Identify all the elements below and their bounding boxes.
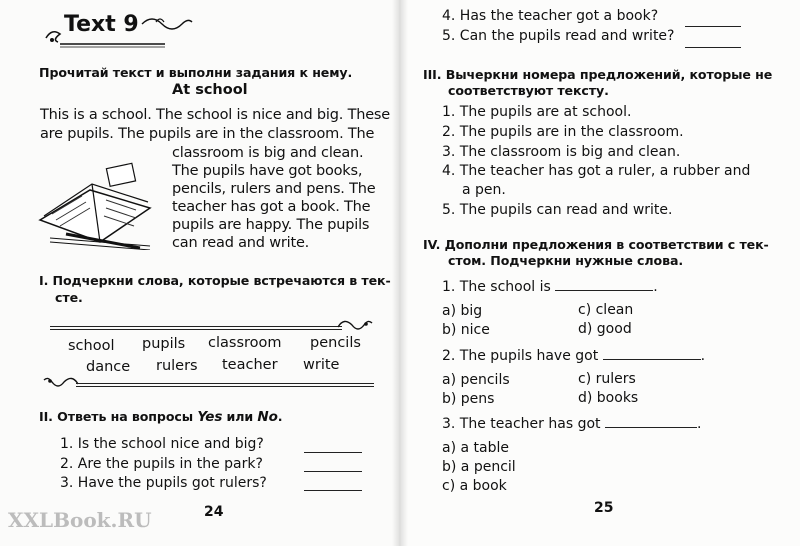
question-5: 5. Can the pupils read and write? bbox=[442, 28, 675, 44]
open-book-illustration bbox=[30, 150, 170, 250]
fill-sentence-2: 2. The pupils have got . bbox=[442, 348, 706, 364]
option-a[interactable]: a) big bbox=[442, 303, 483, 319]
story-line: are pupils. The pupils are in the classroom. The bbox=[40, 126, 375, 142]
fill-sentence-3-text: 3. The teacher has got bbox=[442, 416, 601, 432]
instruction-text: Прочитай текст и выполни задания к нему. bbox=[39, 65, 353, 80]
story-line: pupils are happy. The pupils bbox=[172, 217, 370, 233]
word-pupils[interactable]: pupils bbox=[142, 336, 186, 352]
sentence-1[interactable]: 1. The pupils are at school. bbox=[442, 104, 632, 120]
watermark: XXLBook.RU bbox=[8, 508, 152, 532]
option-c[interactable]: c) rulers bbox=[578, 371, 636, 387]
word-teacher[interactable]: teacher bbox=[222, 357, 278, 373]
task2-no: No bbox=[257, 409, 278, 425]
task4-heading: IV. Дополни предложения в соответствии с тек- bbox=[423, 237, 769, 252]
divider-line bbox=[76, 383, 374, 384]
page-title: Text 9 bbox=[64, 12, 139, 37]
word-pencils[interactable]: pencils bbox=[310, 335, 361, 351]
task3-heading-cont: соответствуют тексту. bbox=[448, 83, 609, 98]
fill-blank-3[interactable] bbox=[605, 427, 697, 428]
task3-heading: III. Вычеркни номера предложений, которые не bbox=[423, 67, 773, 82]
option-c[interactable]: c) clean bbox=[578, 302, 634, 318]
option-b[interactable]: b) a pencil bbox=[442, 459, 516, 475]
question-2: 2. Are the pupils in the park? bbox=[60, 456, 263, 472]
page-number: 24 bbox=[204, 504, 224, 520]
option-d[interactable]: d) books bbox=[578, 390, 639, 406]
option-c[interactable]: c) a book bbox=[442, 478, 507, 494]
word-write[interactable]: write bbox=[303, 357, 340, 373]
fill-sentence-3: 3. The teacher has got . bbox=[442, 416, 702, 432]
task2-prefix: II. Ответь на вопросы bbox=[39, 409, 198, 424]
right-page bbox=[400, 0, 800, 546]
option-b[interactable]: b) nice bbox=[442, 322, 490, 338]
story-title: At school bbox=[172, 82, 248, 98]
story-line: This is a school. The school is nice and big. These bbox=[40, 107, 391, 123]
option-a[interactable]: a) pencils bbox=[442, 372, 510, 388]
fill-sentence-1-text: 1. The school is bbox=[442, 279, 551, 295]
title-swirl-icon bbox=[138, 10, 198, 34]
word-dance[interactable]: dance bbox=[86, 359, 131, 375]
option-b[interactable]: b) pens bbox=[442, 391, 495, 407]
task2-heading bbox=[39, 409, 282, 425]
fill-blank-1[interactable] bbox=[555, 290, 653, 291]
question-3: 3. Have the pupils got rulers? bbox=[60, 475, 267, 491]
answer-blank-3[interactable] bbox=[304, 490, 362, 491]
option-d[interactable]: d) good bbox=[578, 321, 632, 337]
answer-blank-4[interactable] bbox=[685, 26, 741, 27]
word-classroom[interactable]: classroom bbox=[208, 335, 282, 351]
task1-heading: I. Подчеркни слова, которые встречаются в тек- bbox=[39, 273, 391, 288]
sentence-4[interactable]: 4. The teacher has got a ruler, a rubber and bbox=[442, 163, 751, 179]
task4-heading-cont: стом. Подчеркни нужные слова. bbox=[448, 253, 684, 268]
sentence-5[interactable]: 5. The pupils can read and write. bbox=[442, 202, 673, 218]
book-spine-shadow bbox=[392, 0, 408, 546]
answer-blank-5[interactable] bbox=[685, 47, 741, 48]
page-number: 25 bbox=[594, 500, 614, 516]
sentence-3[interactable]: 3. The classroom is big and clean. bbox=[442, 144, 681, 160]
question-4: 4. Has the teacher got a book? bbox=[442, 8, 659, 24]
task2-mid: или bbox=[222, 409, 258, 424]
answer-blank-1[interactable] bbox=[304, 452, 362, 453]
task1-heading-cont: сте. bbox=[55, 290, 83, 305]
story-line: classroom is big and clean. bbox=[172, 145, 364, 161]
task2-end: . bbox=[277, 409, 283, 424]
sentence-4-cont[interactable]: a pen. bbox=[462, 182, 506, 198]
divider-line bbox=[50, 326, 342, 327]
fill-blank-2[interactable] bbox=[603, 359, 701, 360]
story-line: pencils, rulers and pens. The bbox=[172, 181, 376, 197]
swirl-icon bbox=[40, 372, 80, 396]
word-rulers[interactable]: rulers bbox=[156, 358, 198, 374]
divider-line bbox=[76, 386, 374, 387]
word-school[interactable]: school bbox=[68, 338, 115, 354]
sentence-2[interactable]: 2. The pupils are in the classroom. bbox=[442, 124, 684, 140]
fill-sentence-1: 1. The school is . bbox=[442, 279, 658, 295]
story-line: The pupils have got books, bbox=[172, 163, 363, 179]
option-a[interactable]: a) a table bbox=[442, 440, 509, 456]
story-line: teacher has got a book. The bbox=[172, 199, 371, 215]
question-1: 1. Is the school nice and big? bbox=[60, 436, 264, 452]
story-line: can read and write. bbox=[172, 235, 310, 251]
fill-sentence-2-text: 2. The pupils have got bbox=[442, 348, 599, 364]
task2-yes: Yes bbox=[197, 409, 223, 425]
answer-blank-2[interactable] bbox=[304, 471, 362, 472]
divider-line bbox=[50, 329, 342, 330]
